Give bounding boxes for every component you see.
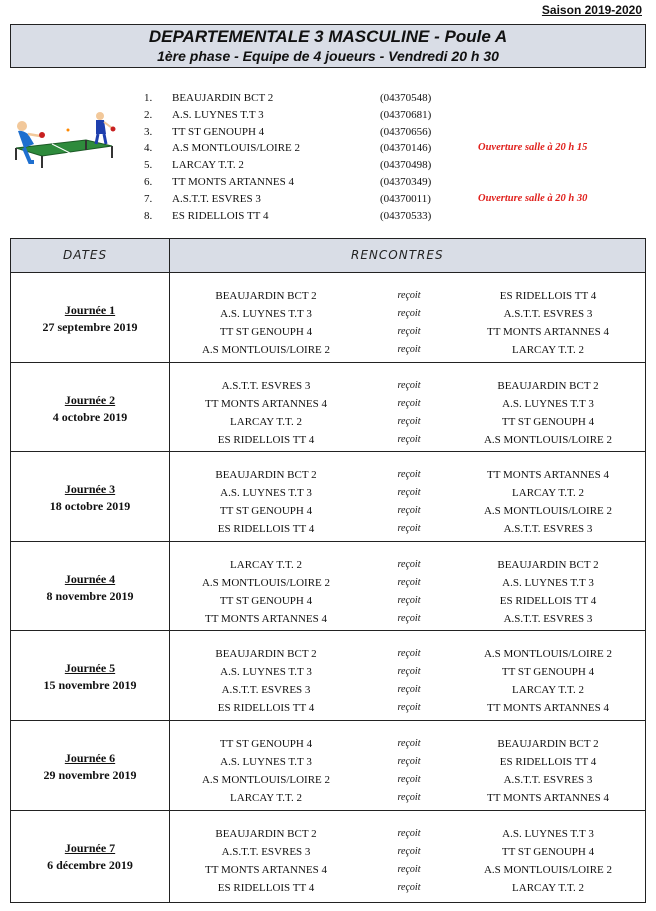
away-team: A.S MONTLOUIS/LOIRE 2 [483,505,613,518]
home-team: BEAUJARDIN BCT 2 [215,290,317,302]
round-row [11,721,645,811]
round-row [11,542,645,632]
season-label: Saison 2019-2020 [541,3,642,17]
page-title: DEPARTEMENTALE 3 MASCULINE - Poule A [148,27,508,46]
home-team: A.S. LUYNES T.T 3 [220,308,312,320]
team-number: 7. [144,192,153,205]
receives-label: reçoit [397,702,421,714]
receives-label: reçoit [397,666,421,678]
home-team: TT ST GENOUPH 4 [219,738,313,750]
home-team: TT ST GENOUPH 4 [219,505,313,518]
match-row [171,771,645,789]
home-team: TT ST GENOUPH 4 [219,594,313,607]
round-row [11,273,645,363]
match-row [171,861,645,879]
team-name: BEAUJARDIN BCT 2 [172,92,274,104]
match-row [171,879,645,897]
receives-label: reçoit [397,774,421,785]
team-list-item [138,107,638,124]
round-row [11,811,645,901]
home-team: A.S. LUYNES T.T 3 [220,666,312,679]
match-row [171,663,645,681]
receives-label: reçoit [397,827,421,839]
receives-label: reçoit [397,308,421,319]
team-number: 3. [144,125,153,138]
team-note: Ouverture salle à 20 h 30 [478,192,588,204]
match-row [171,610,645,628]
away-team: A.S.T.T. ESVRES 3 [503,612,593,625]
home-team: LARCAY T.T. 2 [230,558,302,571]
away-team: LARCAY T.T. 2 [512,487,584,500]
team-number: 8. [144,209,153,222]
match-row [171,592,645,610]
team-name: TT ST GENOUPH 4 [172,125,265,138]
team-number: 6. [144,175,153,188]
home-team: A.S.T.T. ESVRES 3 [221,845,311,858]
match-row [171,395,645,413]
match-row [171,574,645,592]
receives-label: reçoit [397,558,421,570]
away-team: TT MONTS ARTANNES 4 [486,469,609,482]
match-row [171,825,645,843]
match-row [171,466,645,484]
team-list-item [138,140,638,157]
round-date: 15 novembre 2019 [43,678,137,693]
home-team: TT MONTS ARTANNES 4 [204,863,327,876]
away-team: A.S MONTLOUIS/LOIRE 2 [483,863,613,876]
receives-label: reçoit [397,290,421,301]
team-list-item [138,208,638,225]
away-team: A.S. LUYNES T.T 3 [502,397,594,410]
home-team: A.S.T.T. ESVRES 3 [221,684,311,697]
receives-label: reçoit [397,344,421,355]
round-label: Journée 2 [64,392,116,407]
receives-label: reçoit [397,684,421,696]
match-row [171,413,645,431]
team-list-item [138,124,638,141]
match-row [171,305,645,323]
team-name: A.S MONTLOUIS/LOIRE 2 [172,142,301,155]
match-row [171,484,645,502]
away-team: TT ST GENOUPH 4 [501,666,595,679]
receives-label: reçoit [397,792,421,803]
away-team: LARCAY T.T. 2 [512,881,584,894]
away-team: TT MONTS ARTANNES 4 [486,702,609,715]
match-row [171,502,645,520]
round-row [11,631,645,721]
away-team: A.S MONTLOUIS/LOIRE 2 [483,648,613,661]
round-date: 4 octobre 2019 [52,409,128,424]
round-row [11,363,645,453]
away-team: ES RIDELLOIS TT 4 [499,756,597,768]
away-team: A.S.T.T. ESVRES 3 [503,308,593,320]
home-team: TT ST GENOUPH 4 [219,326,313,338]
home-team: LARCAY T.T. 2 [230,792,302,804]
receives-label: reçoit [397,415,421,427]
round-label: Journée 6 [64,751,116,765]
receives-label: reçoit [397,738,421,749]
match-row [171,645,645,663]
round-date: 8 novembre 2019 [46,588,134,603]
home-team: A.S.T.T. ESVRES 3 [221,379,311,392]
away-team: TT ST GENOUPH 4 [501,845,595,858]
receives-label: reçoit [397,379,421,391]
away-team: ES RIDELLOIS TT 4 [499,290,597,302]
away-team: TT MONTS ARTANNES 4 [486,792,609,804]
round-date-cell [11,452,169,541]
team-list-item [138,174,638,191]
receives-label: reçoit [397,505,421,517]
away-team: A.S.T.T. ESVRES 3 [503,523,593,536]
receives-label: reçoit [397,433,421,445]
home-team: ES RIDELLOIS TT 4 [217,702,315,715]
receives-label: reçoit [397,594,421,606]
team-number: 4. [144,142,153,155]
away-team: A.S. LUYNES T.T 3 [502,827,594,840]
team-code: (04370011) [380,192,431,205]
match-row [171,431,645,449]
receives-label: reçoit [397,469,421,481]
away-team: ES RIDELLOIS TT 4 [499,594,597,607]
team-code: (04370498) [380,159,432,172]
team-code: (04370681) [380,108,432,121]
round-row [11,452,645,542]
round-date-cell [11,721,169,810]
receives-label: reçoit [397,576,421,588]
away-team: A.S.T.T. ESVRES 3 [503,774,593,786]
round-label: Journée 3 [64,482,116,497]
page-header [10,24,646,68]
match-row [171,789,645,807]
home-team: TT MONTS ARTANNES 4 [204,397,327,410]
home-team: ES RIDELLOIS TT 4 [217,433,315,446]
team-list-item [138,157,638,174]
match-row [171,323,645,341]
match-row [171,735,645,753]
away-team: BEAUJARDIN BCT 2 [497,379,599,392]
match-row [171,753,645,771]
dates-column-header: DATES [63,248,108,262]
match-row [171,520,645,538]
team-code: (04370146) [380,142,432,155]
round-label: Journée 7 [64,840,116,855]
home-team: A.S MONTLOUIS/LOIRE 2 [201,774,331,786]
team-number: 1. [144,92,153,104]
home-team: TT MONTS ARTANNES 4 [204,612,327,625]
home-team: A.S MONTLOUIS/LOIRE 2 [201,344,331,356]
receives-label: reçoit [397,863,421,875]
receives-label: reçoit [397,756,421,767]
team-list [138,90,638,224]
home-team: BEAUJARDIN BCT 2 [215,469,317,482]
receives-label: reçoit [397,612,421,624]
away-team: BEAUJARDIN BCT 2 [497,738,599,750]
team-name: ES RIDELLOIS TT 4 [172,209,269,222]
home-team: ES RIDELLOIS TT 4 [217,523,315,536]
home-team: BEAUJARDIN BCT 2 [215,827,317,840]
team-code: (04370656) [380,125,432,138]
page-subtitle: 1ère phase - Equipe de 4 joueurs - Vendredi 20 h 30 [157,48,499,64]
schedule-header [11,239,645,273]
team-name: A.S.T.T. ESVRES 3 [172,192,261,205]
team-list-item [138,90,638,107]
away-team: LARCAY T.T. 2 [512,344,584,356]
round-date-cell [11,542,169,631]
match-row [171,287,645,305]
away-team: BEAUJARDIN BCT 2 [497,558,599,571]
home-team: LARCAY T.T. 2 [230,415,302,428]
round-date: 27 septembre 2019 [42,320,138,334]
home-team: A.S MONTLOUIS/LOIRE 2 [201,576,331,589]
receives-label: reçoit [397,648,421,660]
table-tennis-illustration [8,104,118,174]
home-team: BEAUJARDIN BCT 2 [215,648,317,661]
schedule-table [10,238,646,903]
round-label: Journée 1 [64,303,116,317]
away-team: A.S MONTLOUIS/LOIRE 2 [483,433,613,446]
round-date: 6 décembre 2019 [47,857,133,872]
home-team: A.S. LUYNES T.T 3 [220,487,312,500]
home-team: ES RIDELLOIS TT 4 [217,881,315,894]
match-row [171,699,645,717]
round-label: Journée 5 [64,661,116,676]
receives-label: reçoit [397,487,421,499]
round-date-cell [11,811,169,901]
match-row [171,843,645,861]
match-row [171,681,645,699]
team-name: LARCAY T.T. 2 [172,159,244,172]
receives-label: reçoit [397,523,421,535]
receives-label: reçoit [397,326,421,337]
home-team: A.S. LUYNES T.T 3 [220,756,312,768]
round-date-cell [11,363,169,452]
match-row [171,377,645,395]
team-note: Ouverture salle à 20 h 15 [478,142,588,154]
team-name: TT MONTS ARTANNES 4 [172,175,295,188]
away-team: A.S. LUYNES T.T 3 [502,576,594,589]
round-date-cell [11,273,169,362]
receives-label: reçoit [397,881,421,893]
round-date: 18 octobre 2019 [49,499,131,514]
receives-label: reçoit [397,397,421,409]
team-name: A.S. LUYNES T.T 3 [172,108,264,121]
team-number: 2. [144,108,153,121]
team-list-item [138,191,638,208]
team-number: 5. [144,159,153,172]
team-code: (04370349) [380,175,432,188]
matches-column-header: RENCONTRES [351,248,444,262]
away-team: TT ST GENOUPH 4 [501,415,595,428]
round-label: Journée 4 [64,571,116,586]
team-code: (04370548) [380,92,432,104]
round-date: 29 novembre 2019 [43,768,137,782]
match-row [171,556,645,574]
match-row [171,341,645,359]
round-date-cell [11,631,169,720]
away-team: LARCAY T.T. 2 [512,684,584,697]
away-team: TT MONTS ARTANNES 4 [486,326,609,338]
receives-label: reçoit [397,845,421,857]
team-code: (04370533) [380,209,432,222]
